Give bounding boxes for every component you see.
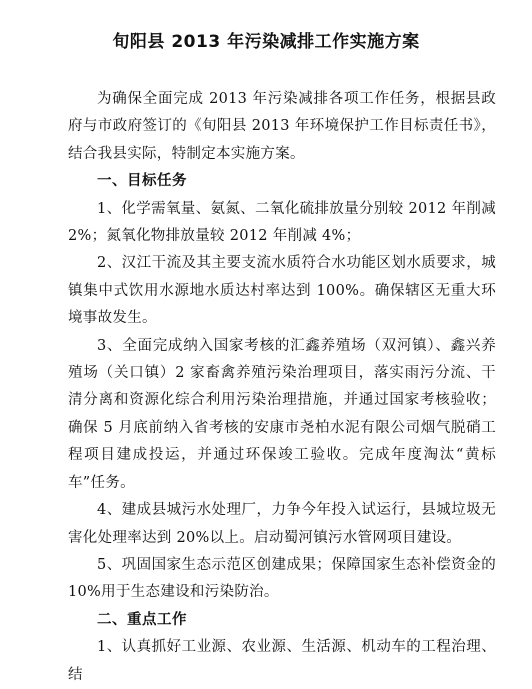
section-heading-key-work: 二、重点工作 — [97, 611, 187, 628]
target-item-5: 5、巩固国家生态示范区创建成果；保障国家生态补偿资金的 10%用于生态建设和污染防治。 — [68, 556, 496, 601]
target-item-2: 2、汉江干流及其主要支流水质符合水功能区划水质要求，城镇集中式饮用水源地水质达村率达到 100%。确保辖区无重大环境事故发生。 — [68, 255, 496, 327]
intro-paragraph: 为确保全面完成 2013 年污染减排各项工作任务，根据县政府与市政府签订的《旬阳县 2013 年环境保护工作目标责任书》，结合我县实际，特制定本实施方案。 — [68, 91, 496, 162]
target-item-1: 1、化学需氧量、氨氮、二氧化硫排放量分别较 2012 年削减 2%；氮氧化物排放量较 2012 年削减 4%； — [68, 200, 496, 245]
key-work-item-1: 1、认真抓好工业源、农业源、生活源、机动车的工程治理、结 — [68, 639, 496, 683]
document-body — [68, 86, 496, 689]
document-title: 旬阳县 2013 年污染减排工作实施方案 — [112, 32, 420, 52]
section-heading-targets: 一、目标任务 — [97, 173, 187, 190]
target-item-4: 4、建成县城污水处理厂，力争今年投入试运行，县城垃圾无害化处理率达到 20%以上。启动蜀河镇污水管网项目建设。 — [68, 502, 496, 546]
target-item-3: 3、全面完成纳入国家考核的汇鑫养殖场（双河镇）、鑫兴养殖场（关口镇）2 家畜禽养殖污染治理项目，落实雨污分流、干清分离和资源化综合利用污染治理措施，并通过国家考核验收；确保 5 月底前纳入省考核的安康市尧柏水泥有限公司烟气脱硝工程项目建成投运，并通过环保竣工验收。完成年度淘汰“黄标车”任务。 — [68, 337, 496, 491]
